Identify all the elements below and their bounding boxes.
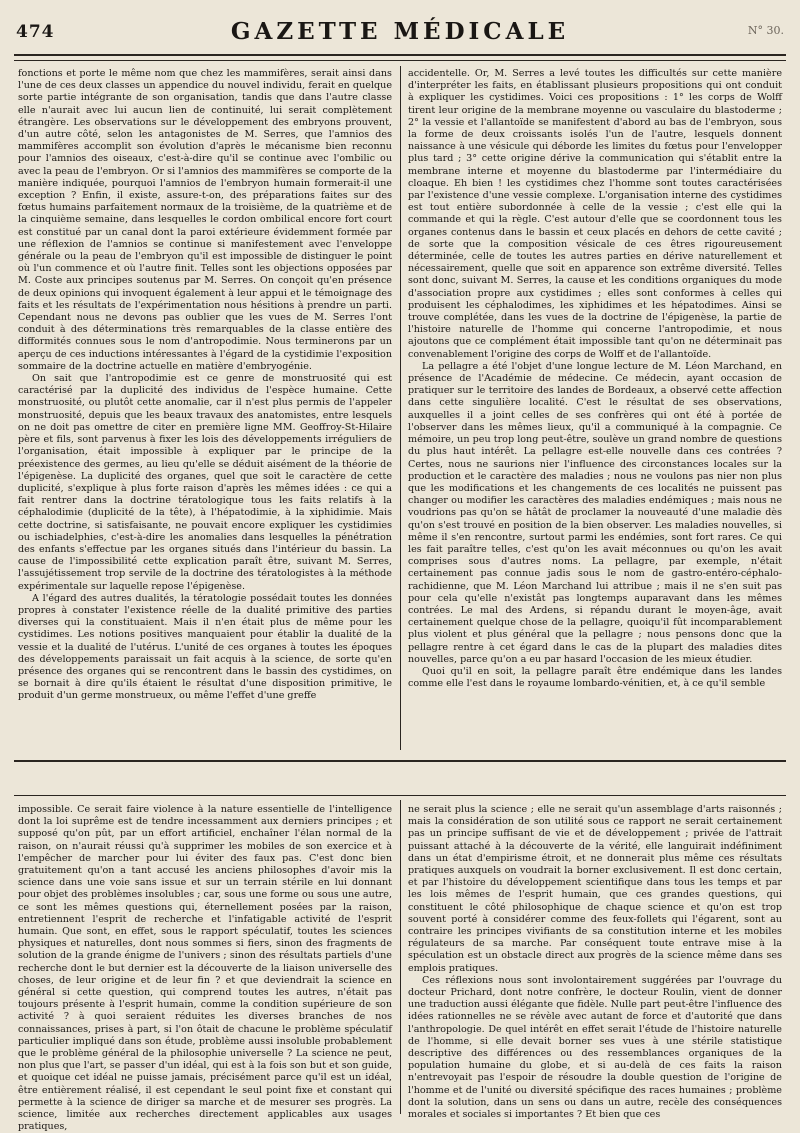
header-rule-thin (14, 60, 786, 61)
page-header (14, 16, 786, 50)
upper-right-column (408, 68, 782, 748)
paragraph: La pellagre a été l'objet d'une longue lecture de M. Léon Marchand, en présence de l'Académie de médecine. Ce médecin, ayant occasion de pratiquer sur le territoire des landes de Bordeaux, a observé cette affection dans cette singulière localité. C'est le résultat de ses observations, auxquelles il a joint celles de ses confrères qui ont été à portée de l'observer dans les mêmes lieux, qu'il a communiqué à la compagnie. Ce mémoire, un peu trop long peut-être, soulève un grand nombre de questions du plus haut intérêt. La pellagre est-elle nouvelle dans ces contrées ? Certes, nous ne saurions nier l'influence des circonstances locales sur la production et le caractère des maladies ; nous ne voulons pas nier non plus que les modifications et les changements de ces localités ne puissent pas changer ou modifier les caractères des maladies endémiques ; mais nous ne voudrions pas qu'on se hâtât de proclamer la nouveauté d'une maladie dès qu'on s'est trouvé en position de la bien observer. Les maladies nouvelles, si même il s'en rencontre, surtout parmi les endémies, sont fort rares. Ce qui les fait paraître telles, c'est qu'on les avait méconnues ou qu'on les avait comprises sous d'autres noms. La pellagre, par exemple, n'était certainement pas connue jadis sous le nom de gastro-entéro-céphalo-rachidienne, que M. Léon Marchand lui attribue ; mais il ne s'en suit pas pour cela qu'elle n'existât pas longtemps auparavant dans les mêmes contrées. Le mal des Ardens, si répandu durant le moyen-âge, avait certainement quelque chose de la pellagre, quoiqu'il fût incomparablement plus violent et plus général que la pellagre ; nous pensons donc que la pellagre rentre à cet égard dans le cas de la plupart des maladies dites nouvelles, parce qu'on a eu par hasard l'occasion de les mieux étudier. (408, 360, 782, 665)
column-divider (400, 800, 401, 1114)
lower-left-column (18, 804, 392, 1133)
paragraph: fonctions et porte le même nom que chez les mammifères, serait ainsi dans l'une de ces deux classes un appendice du nouvel individu, ferait en quelque sorte partie intégrante de son organisation, tandis que dans l'autre classe elle n'aurait avec lui aucun lien de continuité, lui serait complètement étrangère. Les observations sur le développement des embryons prouvent, d'un autre côté, selon les antagonistes de M. Serres, que l'amnios des mammifères accomplit son évolution d'après le mécanisme bien reconnu pour l'amnios des oiseaux, c'est-à-dire qu'il se continue avec l'ombilic ou avec la peau de l'embryon. Or si l'amnios des mammifères se comporte de la manière indiquée, pourquoi l'amnios de l'embryon humain formerait-il une exception ? Enfin, il existe, assure-t-on, des préparations faites sur des fœtus humains parfaitement normaux de la troisième, de la quatrième et de la cinquième semaine, dans lesquelles le cordon ombilical encore fort court est constitué par un canal dont la paroi extérieure évidemment formée par une réflexion de l'amnios se continue si manifestement avec l'enveloppe générale ou la peau de l'embryon qu'il est impossible de distinguer le point où l'un commence et où l'autre finit. Telles sont les objections opposées par M. Coste aux principes soutenus par M. Serres. On conçoit qu'en présence de deux opinions qui invoquent également à leur appui et le témoignage des faits et les résultats de l'expérimentation nous hésitions à prendre un parti. Cependant nous ne devons pas oublier que les vues de M. Serres l'ont conduit à des déterminations très remarquables de la classe entière des difformités connues sous le nom d'antropodimie. Nous terminerons par un aperçu de ces inductions intéressantes à l'égard de la cystidimie l'exposition sommaire de la doctrine actuelle en matière d'embryogénie. (18, 68, 392, 372)
feuilleton-rule (14, 795, 786, 796)
column-divider (400, 66, 401, 750)
journal-title: GAZETTE MÉDICALE (230, 18, 570, 45)
paragraph: Ces réflexions nous sont involontairement suggérées par l'ouvrage du docteur Prichard, dont notre confrère, le docteur Roulin, vient de donner une traduction aussi élégante que fidèle. Nulle part peut-être l'influence des idées rationnelles ne se révèle avec autant de force et d'autorité que dans l'anthropologie. De quel intérêt en effet serait l'étude de l'histoire naturelle de l'homme, si elle devait borner ses vues à une stérile statistique descriptive des différences ou des ressemblances organiques de la population humaine du globe, et si au-delà de ces faits la raison n'entrevoyait pas l'espoir de résoudre la double question de l'origine de l'homme et de l'unité ou diversité spécifique des races humaines ; problème dont la solution, dans un sens ou dans un autre, recèle des conséquences morales et sociales si importantes ? Et bien que ces (408, 974, 782, 1121)
paragraph: impossible. Ce serait faire violence à la nature essentielle de l'intelligence dont la loi suprême est de tendre incessamment aux derniers principes ; et supposé qu'on pût, par un effort artificiel, enchaîner l'élan normal de la raison, on n'aurait réussi qu'à supprimer les mobiles de son exercice et à l'empêcher de marcher pour lui éviter des faux pas. C'est donc bien gratuitement qu'on a tant accusé les anciens philosophes d'avoir mis la science dans une voie sans issue et sur un terrain stérile en lui donnant pour objet des problèmes insolubles ; car, sous une forme ou sous une autre, ce sont les mêmes questions qui, éternellement posées par la raison, entretiennent l'esprit de recherche et l'infatigable activité de l'esprit humain. Que sont, en effet, sous le rapport spéculatif, toutes les sciences physiques et naturelles, dont nous sommes si fiers, sinon des fragments de solution de la grande énigme de l'univers ; sinon des résultats partiels d'une recherche dont le but dernier est la découverte de la liaison universelle des choses, de leur origine et de leur fin ? et que deviendrait la science en général si cette question, qui comprend toutes les autres, n'était pas toujours présente à l'esprit humain, comme la condition supérieure de son activité ? à quoi seraient réduites les diverses branches de nos connaissances, prises à part, si l'on ôtait de chacune le problème spéculatif particulier impliqué dans son étude, problème aussi insoluble probablement que le problème général de la philosophie universelle ? La science ne peut, non plus que l'art, se passer d'un idéal, qui est à la fois son but et son guide, et quoique cet idéal ne puisse jamais, précisément parce qu'il est un idéal, être entièrement réalisé, il est cependant le seul point fixe et constant qui permette à la science de diriger sa marche et de mesurer ses progrès. La science, limitée aux recherches directement applicables aux usages pratiques, (18, 804, 392, 1133)
lower-right-column (408, 804, 782, 1121)
issue-mark: N° 30. (747, 24, 784, 37)
paragraph: ne serait plus la science ; elle ne serait qu'un assemblage d'arts raisonnés ; mais la considération de son utilité sous ce rapport ne serait certainement pas un principe suffisant de vie et de développement ; privée de l'attrait puissant attaché à la découverte de la vérité, elle languirait indéfiniment dans un état d'empirisme étroit, et ne donnerait plus même ces résultats pratiques auxquels on voudrait la borner exclusivement. Il est donc certain, et par l'histoire du développement scientifique dans tous les temps et par les lois mêmes de l'esprit humain, que ces grandes questions, qui constituent le côté philosophique de chaque science et qu'on est trop souvent porté à considérer comme des feux-follets qui l'égarent, sont au contraire les principes vivifiants de sa constitution interne et les mobiles régulateurs de sa marche. Par conséquent toute entrave mise à la spéculation est un obstacle direct aux progrès de la science même dans ses emplois pratiques. (408, 804, 782, 974)
paragraph: accidentelle. Or, M. Serres a levé toutes les difficultés sur cette manière d'interpréter les faits, en établissant plusieurs propositions qui ont conduit à expliquer les cystidimes. Voici ces propositions : 1° les corps de Wolff tirent leur origine de la membrane moyenne ou vasculaire du blastoderme ; 2° la vessie et l'allantoïde se manifestent d'abord au bas de l'embryon, sous la forme de deux croissants isolés l'un de l'autre, lesquels donnent naissance à une vésicule qui déborde les limites du fœtus pour l'envelopper plus tard ; 3° cette origine dérive la communication qui s'établit entre la membrane interne et moyenne du blastoderme par l'intermédiaire du cloaque. Eh bien ! les cystidimes chez l'homme sont toutes caractérisées par l'existence d'une vessie complexe. L'organisation interne des cystidimes est tout entière subordonnée à celle de la vessie ; c'est elle qui la commande et qui la règle. C'est autour d'elle que se coordonnent tous les organes contenus dans le bassin et ceux placés en dehors de cette cavité ; de sorte que la composition vésicale de ces êtres rigoureusement déterminée, celle de toutes les autres parties en dérive naturellement et nécessairement, quelle que soit en apparence son extrême diversité. Telles sont donc, suivant M. Serres, la cause et les conditions organiques du mode d'association propre aux cystidimes ; elles sont conformes à celles qui produisent les céphalodimes, les xiphidimes et les hépatodimes. Ainsi se trouve complétée, dans les vues de la doctrine de l'épigenèse, la partie de l'histoire naturelle de l'homme qui concerne l'antropodimie, et nous ajoutons que ce complément était impossible tant qu'on ne déterminait pas convenablement l'origine des corps de Wolff et de l'allantoïde. (408, 68, 782, 360)
header-rule (14, 54, 786, 56)
upper-left-column (18, 68, 392, 748)
paragraph: A l'égard des autres dualités, la tératologie possédait toutes les données propres à constater l'existence réelle de la dualité primitive des parties diverses qui la constituaient. Mais il n'en était plus de même pour les cystidimes. Les notions positives manquaient pour établir la dualité de la vessie et la dualité de l'utérus. L'unité de ces organes à toutes les époques des développements paraissait un fait acquis à la science, de sorte qu'en présence des organes qui se rencontrent dans le bassin des cystidimes, on se bornait à dire qu'ils étaient le résultat d'une disposition primitive, le produit d'un germe monstrueux, ou même l'effet d'une greffe (18, 592, 392, 702)
page-number: 474 (16, 22, 55, 42)
paragraph: On sait que l'antropodimie est ce genre de monstruosité qui est caractérisé par la duplicité des individus de l'espèce humaine. Cette monstruosité, ou plutôt cette anomalie, car il n'est plus permis de l'appeler monstruosité, depuis que les beaux travaux des anatomistes, entre lesquels on ne doit pas omettre de citer en première ligne MM. Geoffroy-St-Hilaire père et fils, sont parvenus à fixer les lois des développements irréguliers de l'organisation, était impossible à expliquer par le principe de la préexistence des germes, au lieu qu'elle se déduit aisément de la théorie de l'épigenèse. La duplicité des organes, quel que soit le caractère de cette duplicité, s'explique à plus forte raison d'après les mêmes idées : ce qui a fait rentrer dans la doctrine tératologique tous les faits relatifs à la céphalodimie (duplicité de la tête), à l'hépatodimie, à la xiphidimie. Mais cette doctrine, si satisfaisante, ne pouvait encore expliquer les cystidimies ou ischiadelphies, c'est-à-dire les anomalies dans lesquelles la pénétration des enfants s'effectue par les organes situés dans l'intérieur du bassin. La cause de l'impossibilité cette explication paraît être, suivant M. Serres, l'assujétissement trop servile de la doctrine des tératologistes à la méthode expérimentale sur laquelle repose l'épigenèse. (18, 373, 392, 592)
paragraph: Quoi qu'il en soit, la pellagre paraît être endémique dans les landes comme elle l'est dans le royaume lombardo-vénitien, et, à ce qu'il semble (408, 665, 782, 690)
section-rule (14, 760, 786, 762)
